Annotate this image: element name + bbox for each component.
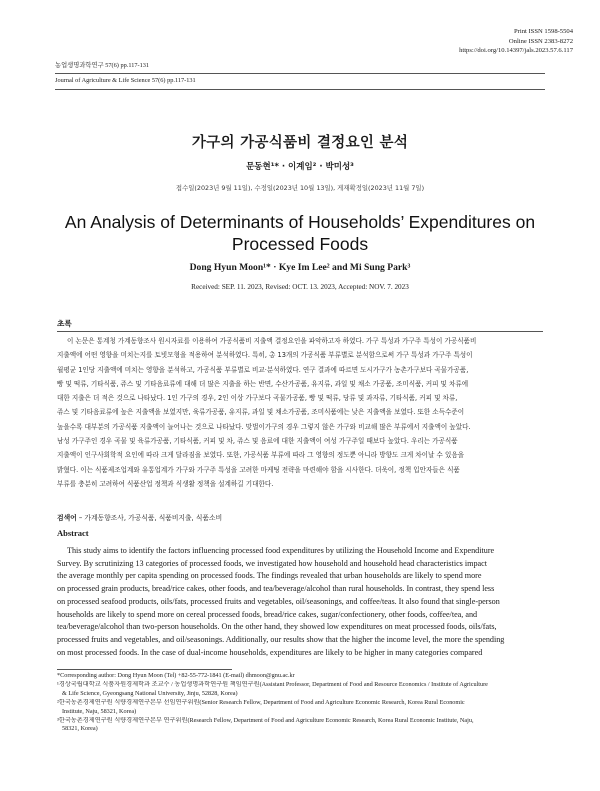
journal-identifiers — [459, 27, 573, 56]
affiliation-note-1: ¹경상국립대학교 식품자원경제학과 조교수 / 농업생명과학연구원 책임연구원(Assistant Professor, Department of Food and Resource Economics / Institute of Agriculture — [57, 680, 488, 688]
abstract-ko-line: 빵 및 떡류, 기타식품, 쥬스 및 기타음료류에 대해 더 많은 지출을 하는 반면, 수산가공품, 유지류, 과일 및 채소 가공품, 조미식품, 커피 및 차류에 — [57, 379, 469, 388]
authors-en: Dong Hyun Moon¹* · Kye Im Lee² and Mi Sung Park³ — [189, 262, 411, 273]
header-rule — [55, 73, 545, 74]
footnotes — [57, 672, 547, 734]
abstract-en-line: Survey. By scrutinizing 13 categories of processed foods, we investigated how household and household head characteristics impact — [57, 558, 487, 568]
keywords-label: 검색어 — [57, 514, 77, 522]
online-issn: Online ISSN 2383-8272 — [508, 37, 573, 45]
abstract-en-line: households are likely to spend more on cereal processed foods, bread/rice cakes, sugar/confectionery, other foods, coffee/tea, and — [57, 609, 478, 619]
abstract-en-heading: Abstract — [57, 528, 89, 538]
keywords — [57, 512, 222, 522]
corresponding-author-note: *Corresponding author: Dong Hyun Moon (Tel) +82-55-772-1841 (E-mail) dhmoon@gnu.ac.kr — [57, 672, 295, 679]
affiliation-note-2: ²한국농촌경제연구원 식량경제연구본부 선임연구위원(Senior Research Fellow, Department of Food and Agriculture Economic Research, Korea Rural Economic — [57, 698, 465, 706]
authors-ko: 문동현¹* · 이계임² · 박미성³ — [246, 162, 354, 172]
journal-citation-ko: 농업생명과학연구 57(6) pp.117-131 — [55, 62, 150, 69]
abstract-ko-line: 부류를 충분히 고려하여 식품산업 정책과 식생활 정책을 설계하길 기대한다. — [57, 479, 274, 488]
abstract-ko-line: 쥬스 및 기타음료류에 높은 지출액을 보였지만, 육류가공품, 유지류, 과일 및 채소가공품, 조미식품에는 낮은 지출액을 보였다. 또한 소득수준이 — [57, 408, 465, 417]
abstract-en-line: tea/beverage/alcohol than two-person households. On the other hand, they showed low expenditures on meat processed foods, oils/fats, — [57, 622, 497, 632]
abstract-ko-line: 밝혔다. 이는 식품제조업계와 유통업계가 가구와 가구주 특성을 고려한 마케팅 전략을 마련해야 함을 시사한다. 더욱이, 정책 입안자들은 식품 — [57, 465, 460, 474]
footnote-rule — [57, 669, 232, 670]
abstract-en-line: This study aims to identify the factors influencing processed food expenditures by utilizing the Household Income and Expenditure — [67, 546, 495, 555]
paper-title-ko: 가구의 가공식품비 결정요인 분석 — [191, 135, 409, 151]
abstract-ko-rule — [57, 331, 543, 332]
abstract-ko-line: 이 논문은 통계청 가계동향조사 원시자료를 이용하여 가공식품비 지출액 결정요인을 파악하고자 하였다. 가구 특성과 가구주 특성이 가공식품비 — [67, 337, 477, 345]
abstract-en-line: on processed seafood products, oils/fats, processed fruits and vegetables, oil/seasonings, and coffee/teas. It also found that single-person — [57, 596, 500, 606]
abstract-ko-heading: 초록 — [57, 319, 72, 328]
affiliation-note-2-cont: Institute, Naju, 58321, Korea) — [62, 707, 137, 715]
journal-citation-en: Journal of Agriculture & Life Science 57(6) pp.117-131 — [55, 77, 196, 84]
abstract-ko-line: 지출액이 인구사회학적 요인에 따라 크게 달라짐을 보였다. 또한, 가공식품 부류에 따라 그 영향의 정도뿐 아니라 방향도 크게 차이날 수 있음을 — [57, 451, 465, 460]
abstract-en-body — [57, 545, 544, 659]
abstract-en-line: the average monthly per capita spending on processed foods. The findings revealed that urban households are likely to spend more — [57, 571, 482, 581]
affiliation-note-1-cont: & Life Science, Gyeongsang National University, Jinju, 52828, Korea) — [62, 689, 238, 697]
affiliation-note-3: ³한국농촌경제연구원 식량경제연구본부 연구위원(Research Fellow, Department of Food and Agriculture Economic Research, Korea Rural Economic Institute, Naju, — [57, 716, 474, 724]
doi-link[interactable]: https://doi.org/10.14397/jals.2023.57.6.117 — [459, 47, 573, 54]
paper-title-en: An Analysis of Determinants of Households’ Expenditures on Processed Foods — [64, 212, 536, 254]
abstract-ko-body — [57, 334, 543, 491]
keywords-list: – 가계동향조사, 가공식품, 식품비지출, 식품소비 — [76, 514, 223, 522]
abstract-en-line: on most processed foods. In the case of dual-income households, expenditures are likely to be higher in many categories compared — [57, 647, 483, 657]
submission-dates-en: Received: SEP. 11. 2023, Revised: OCT. 13. 2023, Accepted: NOV. 7. 2023 — [191, 283, 409, 291]
abstract-en-line: processed fruits and vegetables, and oil/seasonings. Additionally, our results show that the higher the income level, the more the spending — [57, 634, 505, 644]
submission-dates-ko: 접수일(2023년 9월 11일), 수정일(2023년 10월 13일), 게재확정일(2023년 11월 7일) — [175, 184, 425, 192]
abstract-ko-line: 남성 가구주인 경우 곡물 및 육류가공품, 기타식품, 커피 및 차, 쥬스 및 음료에 대한 지출액이 여성 가구주일 때보다 높았다. 우리는 가공식품 — [57, 437, 458, 446]
abstract-ko-line: 월평균 1인당 지출액에 미치는 영향을 분석하고, 가공식품 부류별로 비교·분석하였다. 연구 결과에 따르면 도시가구가 농촌가구보다 곡물가공품, — [57, 365, 469, 374]
abstract-ko-line: 지출액에 어떤 영향을 미치는지를 토빗모형을 적용하여 분석하였다. 특히, 총 13개의 가공식품 부류별로 분석함으로써 가구 특성과 가구주 특성이 — [57, 351, 473, 360]
print-issn: Print ISSN 1598-5504 — [514, 28, 573, 35]
affiliation-note-3-cont: 58321, Korea) — [62, 725, 98, 733]
abstract-en-line: on processed grain products, bread/rice cakes, other foods, and tea/beverage/alcohol than rural households. In contrast, they spend less — [57, 584, 495, 594]
abstract-ko-line: 높을수록 대부분의 가공식품 지출액이 늘어나는 것으로 나타났다. 맞벌이가구의 경우 그렇지 않은 가구와 비교해 많은 부류에서 지출액이 높았다. — [57, 422, 471, 431]
header-rule-2 — [55, 89, 545, 90]
abstract-ko-line: 대한 지출은 더 적은 것으로 나타났다. 1인 가구의 경우, 2인 이상 가구보다 곡물가공품, 빵 및 떡류, 당류 및 과자류, 기타식품, 커피 및 차류, — [57, 394, 458, 403]
